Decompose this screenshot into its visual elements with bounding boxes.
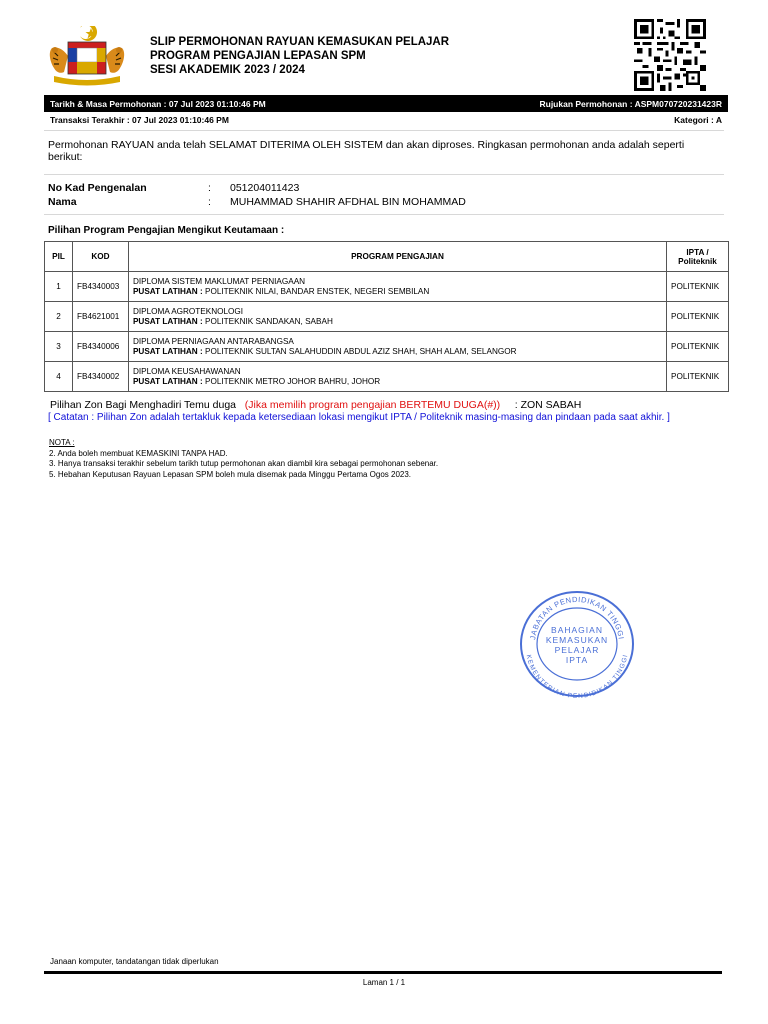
footer-divider xyxy=(44,971,722,974)
row-ipta: POLITEKNIK xyxy=(667,362,729,392)
name-colon: : xyxy=(208,196,211,208)
program-name: DIPLOMA AGROTEKNOLOGI xyxy=(132,306,244,316)
divider xyxy=(44,174,724,175)
zone-label: Pilihan Zon Bagi Menghadiri Temu duga xyxy=(50,399,237,411)
row-program xyxy=(128,332,666,362)
zone-remark: [ Catatan : Pilihan Zon adalah tertakluk kepada ketersediaan lokasi mengikut IPTA / Politeknik masing-masing dan pindaan pada saat akhir. ] xyxy=(48,412,670,423)
header-ipta xyxy=(667,242,729,272)
stamp-line3: PELAJAR xyxy=(554,645,600,655)
ic-value: 051204011423 xyxy=(230,182,300,194)
malaysia-crest-logo xyxy=(44,26,130,86)
centre-label: PUSAT LATIHAN : xyxy=(132,316,203,326)
stamp-outer-top-text: JABATAN PENDIDIKAN TINGGI xyxy=(528,594,626,641)
program-name: DIPLOMA SISTEM MAKLUMAT PERNIAGAAN xyxy=(132,276,306,286)
row-ipta: POLITEKNIK xyxy=(667,302,729,332)
table-row xyxy=(45,302,729,332)
program-name: DIPLOMA KEUSAHAWANAN xyxy=(132,366,241,376)
header-ipta-line1: IPTA / xyxy=(686,247,709,257)
document-title xyxy=(150,35,449,77)
table-row xyxy=(45,332,729,362)
footer-note: Janaan komputer, tandatangan tidak diperlukan xyxy=(50,957,219,966)
last-transaction: Transaksi Terakhir : 07 Jul 2023 01:10:46 PM xyxy=(50,115,229,125)
header-ipta-line2: Politeknik xyxy=(678,256,717,266)
centre-name: POLITEKNIK SULTAN SALAHUDDIN ABDUL AZIZ SHAH, SHAH ALAM, SELANGOR xyxy=(205,346,517,356)
name-label: Nama xyxy=(48,196,77,208)
notes-heading: NOTA : xyxy=(49,438,75,447)
row-kod: FB4340006 xyxy=(72,332,128,362)
row-ipta: POLITEKNIK xyxy=(667,332,729,362)
table-row xyxy=(45,362,729,392)
category: Kategori : A xyxy=(674,115,722,125)
page-number: Laman 1 / 1 xyxy=(362,978,406,987)
row-pil: 1 xyxy=(45,272,73,302)
stamp-line1: BAHAGIAN xyxy=(551,625,603,635)
title-line-2: PROGRAM PENGAJIAN LEPASAN SPM xyxy=(150,50,366,62)
application-datetime: Tarikh & Masa Permohonan : 07 Jul 2023 01:10:46 PM xyxy=(50,98,266,109)
row-kod: FB4621001 xyxy=(72,302,128,332)
application-reference: Rujukan Permohonan : ASPM070720231423R xyxy=(539,98,722,109)
centre-name: POLITEKNIK NILAI, BANDAR ENSTEK, NEGERI SEMBILAN xyxy=(205,286,430,296)
header-program: PROGRAM PENGAJIAN xyxy=(128,242,666,272)
qr-code-icon xyxy=(632,19,708,91)
centre-label: PUSAT LATIHAN : xyxy=(132,286,203,296)
section-title: Pilihan Program Pengajian Mengikut Keutamaan : xyxy=(48,225,285,236)
stamp-line2: KEMASUKAN xyxy=(545,635,609,645)
zone-choice xyxy=(50,399,581,411)
note-item: 5. Hebahan Keputusan Rayuan Lepasan SPM boleh mula disemak pada Minggu Pertama Ogos 2023. xyxy=(49,469,412,479)
header-kod: KOD xyxy=(72,242,128,272)
name-value: MUHAMMAD SHAHIR AFDHAL BIN MOHAMMAD xyxy=(230,196,466,208)
row-program xyxy=(128,272,666,302)
transaction-info-row xyxy=(44,115,728,125)
centre-label: PUSAT LATIHAN : xyxy=(132,346,203,356)
note-item: 2. Anda boleh membuat KEMASKINI TANPA HAD. xyxy=(49,448,228,458)
note-item: 3. Hanya transaksi terakhir sebelum tarikh tutup permohonan akan diambil kira sebagai permohonan sebenar. xyxy=(49,459,439,468)
zone-value: : ZON SABAH xyxy=(514,399,582,411)
title-line-1: SLIP PERMOHONAN RAYUAN KEMASUKAN PELAJAR xyxy=(150,36,450,48)
official-stamp xyxy=(518,589,636,699)
notes xyxy=(49,438,438,480)
centre-name: POLITEKNIK SANDAKAN, SABAH xyxy=(205,316,333,326)
application-info-bar xyxy=(44,95,728,112)
intro-text: Permohonan RAYUAN anda telah SELAMAT DITERIMA OLEH SISTEM dan akan diproses. Ringkasan permohonan anda adalah seperti berikut: xyxy=(48,139,685,163)
header-pil: PIL xyxy=(45,242,73,272)
row-pil: 3 xyxy=(45,332,73,362)
centre-label: PUSAT LATIHAN : xyxy=(132,376,203,386)
stamp-outer-bottom-text: KEMENTERIAN PENDIDIKAN TINGGI xyxy=(524,654,630,699)
row-pil: 2 xyxy=(45,302,73,332)
centre-name: POLITEKNIK METRO JOHOR BAHRU, JOHOR xyxy=(205,376,381,386)
stamp-line4: IPTA xyxy=(565,655,589,665)
ic-colon: : xyxy=(208,182,211,194)
row-pil: 4 xyxy=(45,362,73,392)
program-table xyxy=(44,241,729,392)
title-line-3: SESI AKADEMIK 2023 / 2024 xyxy=(150,64,305,76)
divider xyxy=(44,214,724,215)
table-row xyxy=(45,272,729,302)
row-ipta: POLITEKNIK xyxy=(667,272,729,302)
zone-note: (Jika memilih program pengajian BERTEMU DUGA(#)) xyxy=(244,399,501,411)
ic-label: No Kad Pengenalan xyxy=(48,182,147,194)
row-program xyxy=(128,302,666,332)
row-kod: FB4340003 xyxy=(72,272,128,302)
divider xyxy=(44,130,724,131)
table-header-row xyxy=(45,242,729,272)
program-name: DIPLOMA PERNIAGAAN ANTARABANGSA xyxy=(132,336,294,346)
row-program xyxy=(128,362,666,392)
row-kod: FB4340002 xyxy=(72,362,128,392)
